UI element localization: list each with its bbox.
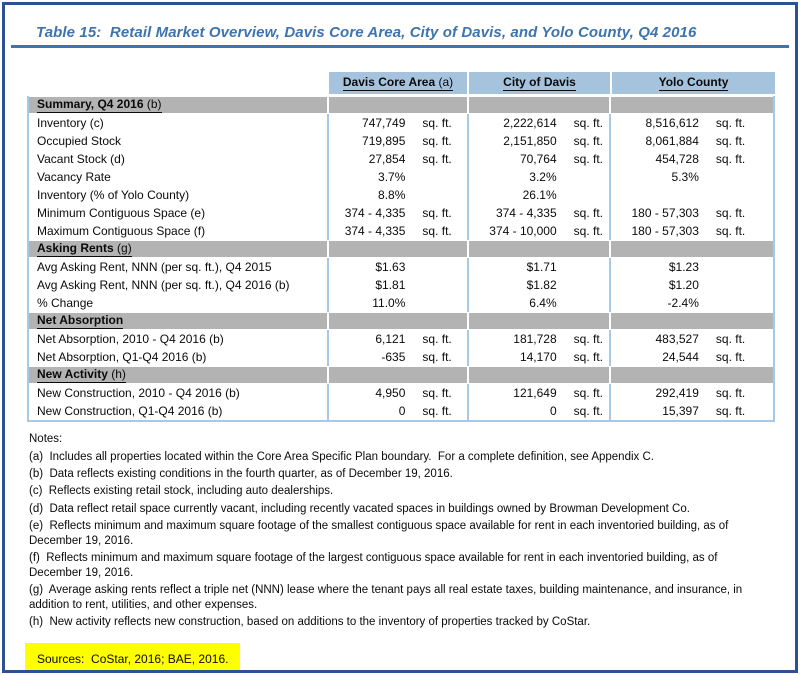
cell-value: 3.7% <box>378 170 406 184</box>
data-cell <box>609 204 773 222</box>
cell-value: 292,419 <box>655 386 699 400</box>
row-label: Avg Asking Rent, NNN (per sq. ft.), Q4 2016 (b) <box>37 278 290 292</box>
data-cell <box>467 294 609 312</box>
cell-unit: sq. ft. <box>573 206 603 220</box>
section-title-text: Summary, Q4 2016 <box>37 97 144 111</box>
row-label: Net Absorption, Q1-Q4 2016 (b) <box>37 350 207 364</box>
cell-unit: sq. ft. <box>715 386 746 400</box>
cell-unit: sq. ft. <box>422 206 452 220</box>
data-cell <box>467 204 609 222</box>
data-cell <box>327 258 466 276</box>
column-header-text <box>503 75 576 91</box>
data-cell <box>327 222 466 240</box>
table-row <box>29 114 773 132</box>
section-header-spacer <box>467 241 609 257</box>
note-item: (c) Reflects existing retail stock, including auto dealerships. <box>29 485 334 498</box>
retail-market-table <box>27 72 775 422</box>
data-cell <box>609 168 773 186</box>
table-row <box>29 150 773 168</box>
section-header-spacer <box>467 367 609 383</box>
table-corner-cell <box>27 72 327 94</box>
section-header-spacer <box>609 367 773 383</box>
cell-value: 374 - 10,000 <box>489 224 557 238</box>
cell-value: 374 - 4,335 <box>495 206 557 220</box>
section-header-spacer <box>327 313 466 329</box>
cell-unit: sq. ft. <box>422 386 452 400</box>
section-title <box>37 313 123 329</box>
note-item: (b) Data reflects existing conditions in the fourth quarter, as of December 19, 2016. <box>29 468 453 481</box>
table-row <box>29 168 773 186</box>
section-header-spacer <box>327 241 466 257</box>
column-header-text <box>343 75 453 91</box>
cell-value: 70,764 <box>519 152 557 166</box>
data-cell <box>609 330 773 348</box>
data-cell <box>327 276 466 294</box>
section-header-row <box>29 96 773 114</box>
cell-unit: sq. ft. <box>715 332 746 346</box>
data-cell <box>609 258 773 276</box>
column-header-label: City of Davis <box>503 75 576 89</box>
data-cell <box>327 348 466 366</box>
section-header-label-cell <box>29 367 327 383</box>
cell-unit: sq. ft. <box>573 332 603 346</box>
section-header-row <box>29 240 773 258</box>
cell-value: 181,728 <box>513 332 557 346</box>
data-cell <box>609 294 773 312</box>
cell-value: 8,061,884 <box>645 134 699 148</box>
data-cell <box>467 384 609 402</box>
data-cell <box>609 276 773 294</box>
data-cell <box>467 348 609 366</box>
row-label: Inventory (% of Yolo County) <box>37 188 190 202</box>
cell-value: 26.1% <box>522 188 557 202</box>
cell-value: -2.4% <box>667 296 699 310</box>
row-label: Minimum Contiguous Space (e) <box>37 206 206 220</box>
section-title-note: (h) <box>107 367 126 381</box>
table-row <box>29 132 773 150</box>
table-row <box>29 222 773 240</box>
column-header <box>327 72 467 94</box>
section-header-row <box>29 366 773 384</box>
cell-value: 11.0% <box>372 296 406 310</box>
cell-value: 24,544 <box>662 350 699 364</box>
cell-unit: sq. ft. <box>422 134 452 148</box>
data-cell <box>327 132 466 150</box>
table-header-row <box>27 72 775 94</box>
data-cell <box>327 294 466 312</box>
section-header-spacer <box>609 97 773 113</box>
note-item: (d) Data reflect retail space currently vacant, including recently vacated spaces in buildings owned by Browman Development Co. <box>29 502 690 515</box>
cell-unit: sq. ft. <box>715 224 746 238</box>
cell-unit: sq. ft. <box>573 116 603 130</box>
cell-value: $1.20 <box>668 278 699 292</box>
data-cell <box>327 402 466 420</box>
data-cell <box>609 132 773 150</box>
table-row <box>29 204 773 222</box>
data-cell <box>327 204 466 222</box>
cell-value: 180 - 57,303 <box>631 206 699 220</box>
data-cell <box>467 330 609 348</box>
data-cell <box>467 168 609 186</box>
section-header-spacer <box>327 367 466 383</box>
section-title <box>37 367 126 383</box>
section-header-spacer <box>609 313 773 329</box>
cell-value: 2,151,850 <box>503 134 557 148</box>
cell-unit: sq. ft. <box>715 116 746 130</box>
row-label: New Construction, Q1-Q4 2016 (b) <box>37 404 223 418</box>
cell-unit: sq. ft. <box>715 206 746 220</box>
cell-value: 2,222,614 <box>503 116 557 130</box>
data-cell <box>327 150 466 168</box>
data-cell <box>467 186 609 204</box>
cell-value: $1.71 <box>526 260 557 274</box>
cell-unit: sq. ft. <box>573 404 603 418</box>
table-row <box>29 258 773 276</box>
cell-value: 0 <box>398 404 406 418</box>
cell-unit: sq. ft. <box>422 404 452 418</box>
cell-unit: sq. ft. <box>422 116 452 130</box>
data-cell <box>609 150 773 168</box>
section-title <box>37 241 132 257</box>
document-page <box>2 2 798 673</box>
data-cell <box>327 186 466 204</box>
section-title-note: (b) <box>143 97 162 111</box>
cell-unit: sq. ft. <box>573 386 603 400</box>
cell-value: $1.81 <box>375 278 406 292</box>
cell-value: 6,121 <box>375 332 406 346</box>
note-item: (f) Reflects minimum and maximum square footage of the largest contiguous space available for rent in each inventoried building, as of December 19, 2016. <box>29 552 721 579</box>
data-cell <box>609 222 773 240</box>
cell-value: 8,516,612 <box>645 116 699 130</box>
data-cell <box>467 114 609 132</box>
row-label: New Construction, 2010 - Q4 2016 (b) <box>37 386 240 400</box>
cell-unit: sq. ft. <box>715 152 746 166</box>
sources-highlight: Sources: CoStar, 2016; BAE, 2016. <box>25 643 240 673</box>
cell-unit: sq. ft. <box>573 350 603 364</box>
section-title-note: (g) <box>113 241 132 255</box>
data-cell <box>609 114 773 132</box>
cell-value: 483,527 <box>655 332 699 346</box>
note-item: (g) Average asking rents reflect a triple net (NNN) lease where the tenant pays all real estate taxes, building maintenance, and insurance, in addition to rent, utilities, and other expenses. <box>29 584 746 611</box>
data-cell <box>609 348 773 366</box>
section-title-text: New Activity <box>37 367 108 381</box>
table-row <box>29 186 773 204</box>
column-header-text <box>659 75 729 91</box>
column-header <box>467 72 610 94</box>
table-row <box>29 276 773 294</box>
cell-value: $1.23 <box>668 260 699 274</box>
cell-value: 3.2% <box>529 170 557 184</box>
cell-unit: sq. ft. <box>715 134 746 148</box>
data-cell <box>327 384 466 402</box>
column-header-note: (a) <box>435 75 454 89</box>
data-cell <box>327 114 466 132</box>
table-row <box>29 348 773 366</box>
cell-unit: sq. ft. <box>715 404 746 418</box>
section-header-spacer <box>327 97 466 113</box>
data-cell <box>467 258 609 276</box>
cell-value: 374 - 4,335 <box>344 206 406 220</box>
notes-list <box>29 450 773 630</box>
cell-value: 180 - 57,303 <box>631 224 699 238</box>
row-label: Occupied Stock <box>37 134 122 148</box>
row-label: Vacant Stock (d) <box>37 152 125 166</box>
column-header <box>610 72 775 94</box>
cell-value: 15,397 <box>662 404 699 418</box>
row-label: Avg Asking Rent, NNN (per sq. ft.), Q4 2015 <box>37 260 272 274</box>
note-item: (h) New activity reflects new construction, based on additions to the inventory of properties tracked by CoStar. <box>29 616 591 629</box>
section-title-text: Net Absorption <box>37 313 124 327</box>
row-label: % Change <box>37 296 94 310</box>
cell-unit: sq. ft. <box>573 134 603 148</box>
data-cell <box>467 132 609 150</box>
data-cell <box>467 276 609 294</box>
title-rule <box>11 45 789 48</box>
cell-value: 747,749 <box>362 116 406 130</box>
table-title: Table 15: Retail Market Overview, Davis Core Area, City of Davis, and Yolo County, Q4 2016 <box>36 24 697 41</box>
section-title-text: Asking Rents <box>37 241 114 255</box>
cell-value: 6.4% <box>529 296 557 310</box>
data-cell <box>609 186 773 204</box>
cell-value: 14,170 <box>519 350 557 364</box>
cell-value: $1.82 <box>526 278 557 292</box>
column-header-label: Davis Core Area <box>342 75 436 89</box>
section-header-spacer <box>609 241 773 257</box>
data-cell <box>327 330 466 348</box>
row-label: Inventory (c) <box>37 116 104 130</box>
notes-section <box>29 432 773 630</box>
data-cell <box>327 168 466 186</box>
cell-value: 374 - 4,335 <box>344 224 406 238</box>
data-cell <box>609 384 773 402</box>
table-body <box>27 96 775 422</box>
cell-value: 121,649 <box>513 386 557 400</box>
table-row <box>29 384 773 402</box>
data-cell <box>609 402 773 420</box>
section-header-label-cell <box>29 97 327 113</box>
notes-heading: Notes: <box>29 433 63 445</box>
cell-value: 4,950 <box>375 386 406 400</box>
cell-value: 8.8% <box>378 188 406 202</box>
cell-value: 27,854 <box>368 152 406 166</box>
table-row <box>29 330 773 348</box>
data-cell <box>467 402 609 420</box>
table-row <box>29 294 773 312</box>
section-header-label-cell <box>29 313 327 329</box>
section-header-row <box>29 312 773 330</box>
cell-value: 0 <box>549 404 557 418</box>
cell-value: 5.3% <box>671 170 699 184</box>
column-header-label: Yolo County <box>658 75 729 89</box>
section-header-label-cell <box>29 241 327 257</box>
section-title <box>37 97 162 113</box>
cell-unit: sq. ft. <box>573 224 603 238</box>
cell-unit: sq. ft. <box>422 350 452 364</box>
cell-unit: sq. ft. <box>715 350 746 364</box>
cell-value: 454,728 <box>655 152 699 166</box>
cell-unit: sq. ft. <box>422 224 452 238</box>
section-header-spacer <box>467 97 609 113</box>
table-row <box>29 402 773 420</box>
cell-unit: sq. ft. <box>422 152 452 166</box>
section-header-spacer <box>467 313 609 329</box>
data-cell <box>467 150 609 168</box>
row-label: Net Absorption, 2010 - Q4 2016 (b) <box>37 332 224 346</box>
cell-value: 719,895 <box>362 134 406 148</box>
row-label: Vacancy Rate <box>37 170 111 184</box>
cell-value: $1.63 <box>375 260 406 274</box>
note-item: (a) Includes all properties located within the Core Area Specific Plan boundary. For a complete definition, see Appendix C. <box>29 450 654 463</box>
note-item: (e) Reflects minimum and maximum square footage of the smallest contiguous space available for rent in each inventoried building, as of December 19, 2016. <box>29 519 732 547</box>
row-label: Maximum Contiguous Space (f) <box>37 224 206 238</box>
cell-unit: sq. ft. <box>422 332 452 346</box>
cell-unit: sq. ft. <box>573 152 603 166</box>
cell-value: -635 <box>381 350 406 364</box>
data-cell <box>467 222 609 240</box>
